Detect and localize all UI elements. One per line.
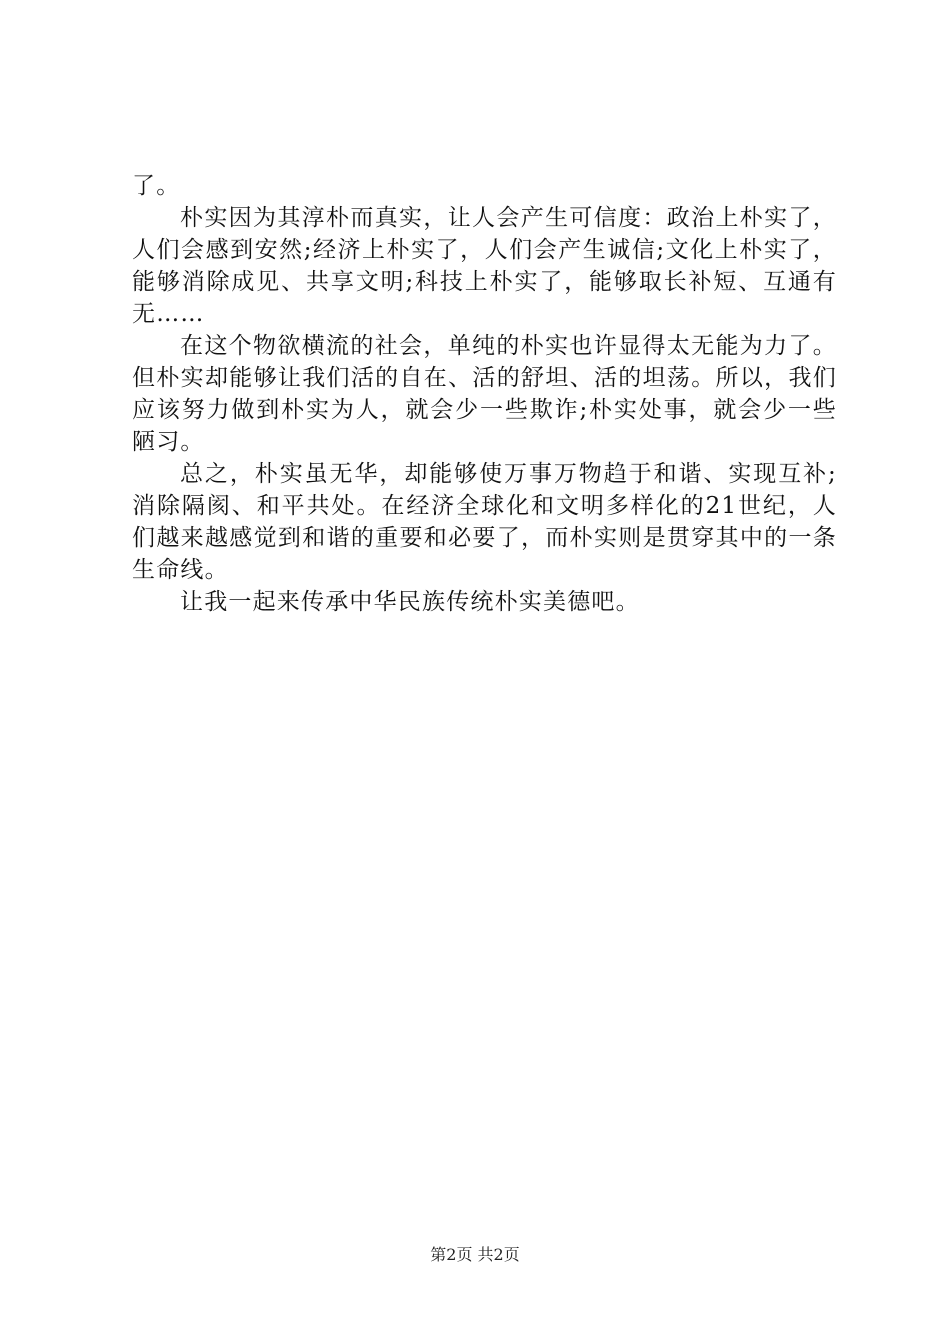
paragraph-materialistic-society: 在这个物欲横流的社会，单纯的朴实也许显得太无能为力了。但朴实却能够让我们活的自在、活的舒坦、活的坦荡。所以，我们应该努力做到朴实为人，就会少一些欺诈;朴实处事，就会少一些陋习。 <box>132 333 837 455</box>
document-body <box>132 170 837 618</box>
paragraph-conclusion: 总之，朴实虽无华，却能够使万事万物趋于和谐、实现互补;消除隔阂、和平共处。在经济全球化和文明多样化的21世纪，人们越来越感觉到和谐的重要和必要了，而朴实则是贯穿其中的一条生命线。 <box>132 461 837 583</box>
paragraph-closing-call: 让我一起来传承中华民族传统朴实美德吧。 <box>180 589 640 615</box>
paragraph-honesty-benefits: 朴实因为其淳朴而真实，让人会产生可信度：政治上朴实了，人们会感到安然;经济上朴实了，人们会产生诚信;文化上朴实了，能够消除成见、共享文明;科技上朴实了，能够取长补短、互通有无…… <box>132 205 837 327</box>
page-number-footer: 第2页 共2页 <box>430 1245 520 1264</box>
paragraph-continuation: 了。 <box>132 173 181 199</box>
